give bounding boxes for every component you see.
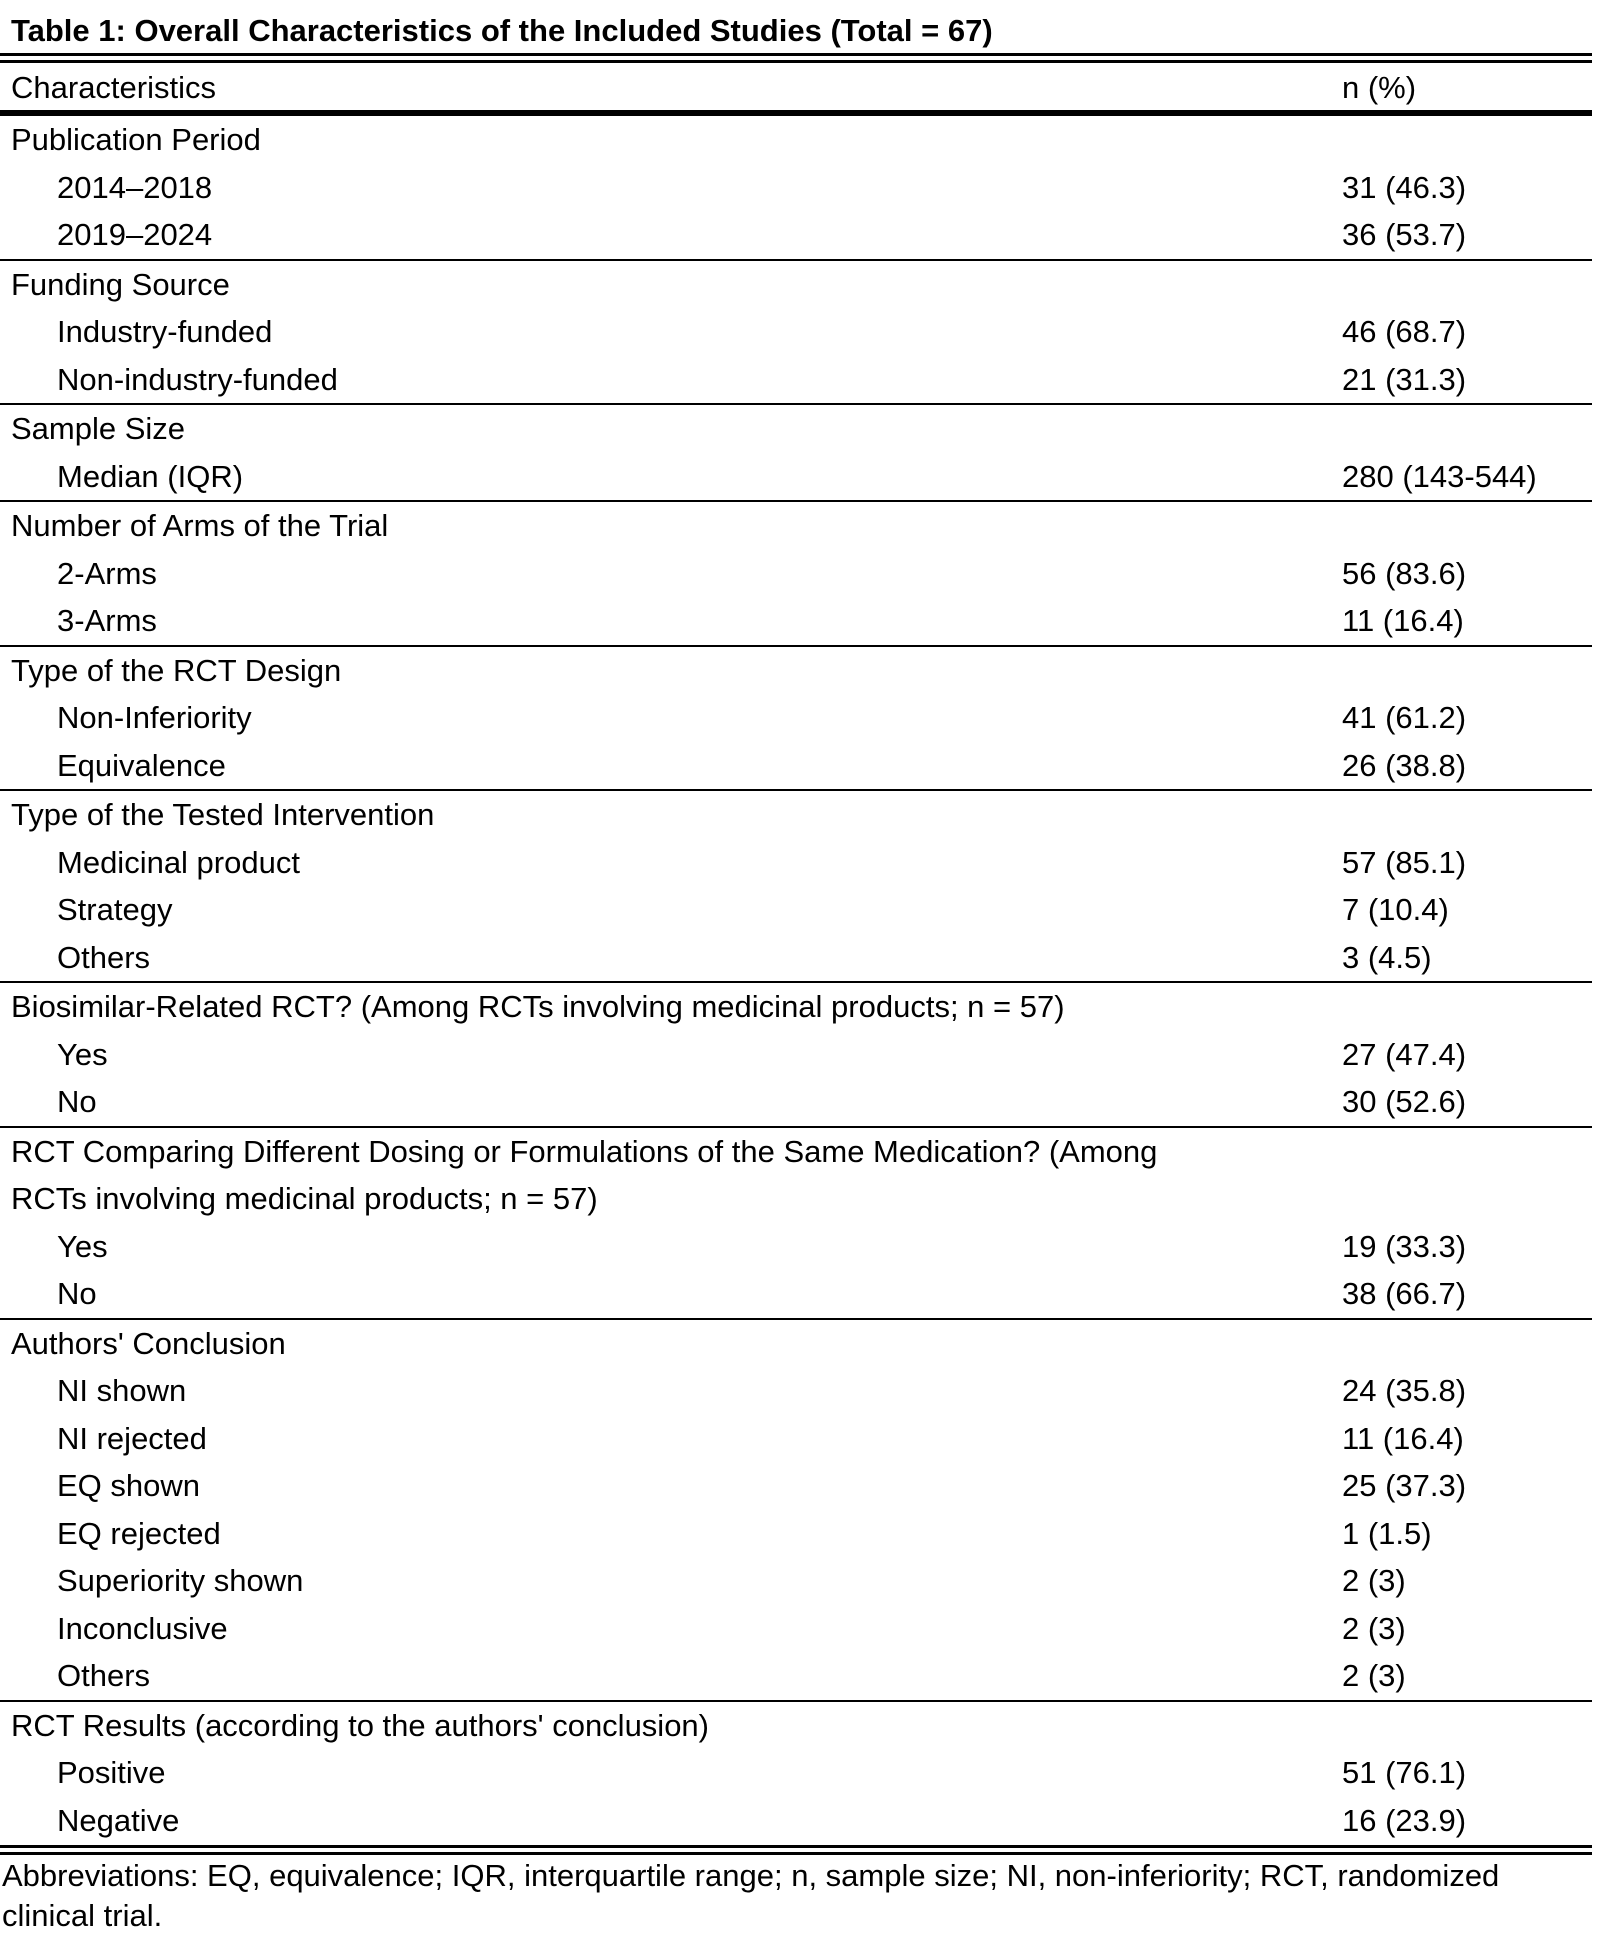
row-label: Medicinal product [57,844,300,880]
row-label: Authors' Conclusion [11,1325,286,1361]
table-group [0,1702,1592,1845]
row-value: 2 (3) [1342,1563,1406,1598]
row-value: 26 (38.8) [1342,747,1467,783]
table-row [0,886,1592,934]
row-label: Strategy [57,892,173,927]
table-row [0,1270,1592,1318]
row-label: Sample Size [11,411,186,446]
row-label: Yes [57,1036,108,1072]
row-value: 46 (68.7) [1342,314,1467,349]
table-header [0,62,1592,112]
row-label: RCTs involving medicinal products; n = 57) [11,1181,598,1216]
header-characteristics: Characteristics [11,70,216,105]
table-group [0,116,1592,261]
table-row [0,1415,1592,1463]
row-value: 21 (31.3) [1342,361,1467,397]
table-row [0,453,1592,501]
group-heading-row [0,1702,1592,1750]
row-value: 16 (23.9) [1342,1802,1467,1838]
group-heading-row [0,647,1592,695]
row-value: 51 (76.1) [1342,1755,1467,1790]
table-row [0,308,1592,356]
row-value: 7 (10.4) [1342,892,1449,927]
row-label: 2-Arms [57,555,157,591]
table-row [0,1749,1592,1797]
row-label: No [57,1084,97,1119]
row-label: EQ shown [57,1468,201,1503]
top-rule [0,53,1592,56]
bottom-rule [0,1845,1592,1848]
row-value: 11 (16.4) [1342,603,1464,638]
table-group [0,983,1592,1128]
row-label: Others [57,939,151,975]
table-row [0,1557,1592,1605]
row-label: Equivalence [57,747,226,783]
table-row [0,356,1592,404]
table-group [0,405,1592,502]
row-label: Others [57,1658,151,1693]
table-row [0,1652,1592,1700]
row-value: 25 (37.3) [1342,1468,1467,1503]
row-value: 19 (33.3) [1342,1228,1467,1264]
table-row [0,597,1592,645]
row-label: 2014–2018 [57,169,213,205]
row-value: 2 (3) [1342,1610,1406,1646]
footnote: Abbreviations: EQ, equivalence; IQR, interquartile range; n, sample size; NI, non-inferiority; RCT, randomized clinical trial. [2,1858,1500,1933]
group-heading-row [0,405,1592,453]
row-label: Non-industry-funded [57,361,338,397]
row-value: 280 (143-544) [1342,458,1537,494]
table-row [0,550,1592,598]
row-label: EQ rejected [57,1515,221,1551]
table-row [0,1078,1592,1126]
row-label: Negative [57,1802,180,1838]
header-n-percent: n (%) [1342,70,1417,105]
row-value: 36 (53.7) [1342,217,1467,252]
table-row [0,694,1592,742]
row-label: No [57,1276,97,1311]
table-row [0,1510,1592,1558]
row-label: RCT Comparing Different Dosing or Formulations of the Same Medication? (Among [11,1133,1158,1169]
group-heading-row [0,502,1592,550]
table-row [0,1223,1592,1271]
table-group [0,1128,1592,1320]
table-row [0,742,1592,790]
table-row [0,1797,1592,1845]
table-group [0,261,1592,406]
row-label: Type of the Tested Intervention [11,797,435,832]
row-label: Number of Arms of the Trial [11,508,389,543]
row-value: 3 (4.5) [1342,939,1432,975]
row-label: 2019–2024 [57,217,213,252]
row-label: Industry-funded [57,314,273,349]
row-value: 57 (85.1) [1342,844,1467,880]
table-body [0,116,1592,1844]
table-row [0,839,1592,887]
row-label: Funding Source [11,266,230,302]
group-heading-row [0,261,1592,309]
group-heading-row [0,1175,1592,1223]
group-heading-row [0,983,1592,1031]
table-row [0,1367,1592,1415]
row-value: 41 (61.2) [1342,700,1467,735]
group-heading-row [0,1128,1592,1176]
row-label: NI rejected [57,1420,207,1456]
row-value: 56 (83.6) [1342,555,1467,591]
row-value: 31 (46.3) [1342,169,1467,205]
table-row [0,934,1592,982]
row-value: 30 (52.6) [1342,1084,1467,1119]
group-heading-row [0,116,1592,164]
table-group [0,647,1592,792]
row-value: 11 (16.4) [1342,1420,1464,1456]
row-label: Median (IQR) [57,458,244,494]
row-value: 27 (47.4) [1342,1036,1467,1072]
group-heading-row [0,791,1592,839]
row-label: RCT Results (according to the authors' conclusion) [11,1707,709,1743]
table-row [0,164,1592,212]
row-label: Superiority shown [57,1563,304,1598]
table-row [0,1031,1592,1079]
row-label: Positive [57,1755,166,1790]
row-value: 24 (35.8) [1342,1373,1467,1408]
row-label: 3-Arms [57,603,157,638]
row-label: Inconclusive [57,1610,228,1646]
row-value: 2 (3) [1342,1658,1406,1693]
row-label: Publication Period [11,122,261,157]
bottom-rule-2 [0,1852,1592,1855]
row-label: NI shown [57,1373,187,1408]
table-group [0,791,1592,983]
table-row [0,1605,1592,1653]
table-title: Table 1: Overall Characteristics of the Included Studies (Total = 67) [11,13,993,48]
table-group [0,502,1592,647]
table-group [0,1320,1592,1702]
row-label: Non-Inferiority [57,700,252,735]
row-label: Type of the RCT Design [11,652,342,688]
table-row [0,1462,1592,1510]
row-value: 1 (1.5) [1342,1515,1432,1551]
row-value: 38 (66.7) [1342,1276,1467,1311]
row-label: Yes [57,1228,108,1264]
table-row [0,211,1592,259]
row-label: Biosimilar-Related RCT? (Among RCTs involving medicinal products; n = 57) [11,989,1065,1024]
group-heading-row [0,1320,1592,1368]
